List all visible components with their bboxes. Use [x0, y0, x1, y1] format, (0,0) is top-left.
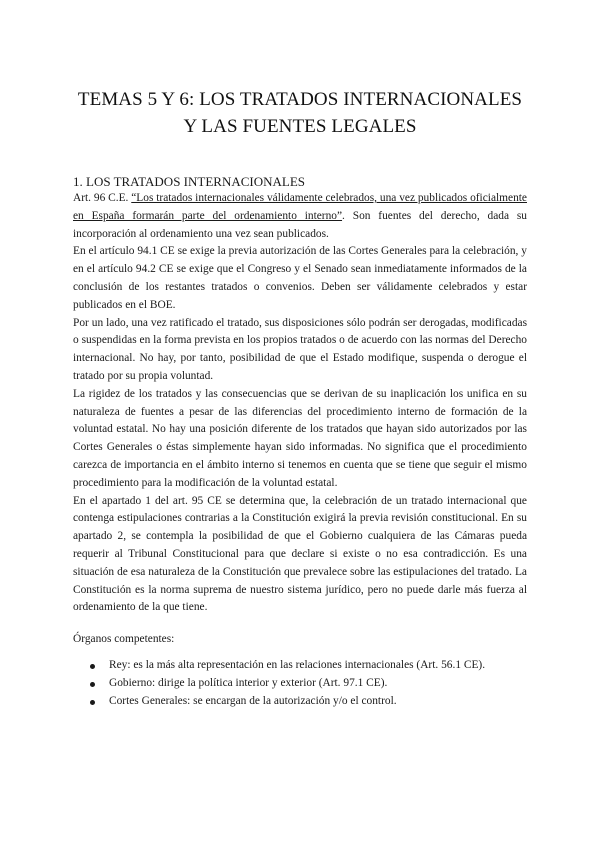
bullet-icon [90, 682, 95, 687]
bullet-icon [90, 664, 95, 669]
paragraph-rigidez: La rigidez de los tratados y las consecuencias que se derivan de su inaplicación los unifica en su naturaleza de fuentes a pesar de las diferencias del procedimiento interno de formación de la voluntad estatal. No hay una posición diferente de los tratados que hayan sido autorizados por las Cortes Generales o éstas simplemente hayan sido informadas. No significa que el procedimiento carezca de importancia en el ámbito interno si tenemos en cuenta que se tiene que seguir el mismo procedimiento para la modificación de la voluntad estatal. [73, 387, 527, 489]
paragraph-tail: . Son fuentes del derecho, dada su incorporación al ordenamiento una vez sean publicados. [73, 209, 527, 240]
paragraph-art-96 [73, 190, 527, 243]
bullet-icon [90, 700, 95, 705]
list-item-text: Rey: es la más alta representación en las relaciones internacionales (Art. 56.1 CE). [109, 658, 486, 671]
paragraph-art-95: En el apartado 1 del art. 95 CE se determina que, la celebración de un tratado internacional que contenga estipulaciones contrarias a la Constitución exigirá la previa revisión constitucional. En su apartado 2, se contempla la posibilidad de que el Gobierno cualquiera de las Cámaras pueda requerir al Tribunal Constitucional para que declare si existe o no esa contradicción. Es una situación de esa naturaleza de la Constitución que prevalece sobre las estipulaciones del tratado. La Constitución es la norma suprema de nuestro sistema jurídico, pero no puede darle más fuerza al ordenamiento de la que tiene. [73, 494, 527, 614]
paragraph-lead: Art. 96 C.E. [73, 192, 132, 204]
paragraph-art-94: En el artículo 94.1 CE se exige la previa autorización de las Cortes Generales para la celebración, y en el artículo 94.2 CE se exige que el Congreso y el Senado sean inmediatamente informados de la conclusión de los restantes tratados o convenios. Deben ser válidamente celebrados y estar publicados en el BOE. [73, 245, 527, 311]
list-item [90, 675, 527, 693]
list-item [90, 693, 527, 711]
section-heading: 1. LOS TRATADOS INTERNACIONALES [73, 174, 306, 189]
organos-list [73, 657, 527, 710]
document-title: TEMAS 5 Y 6: LOS TRATADOS INTERNACIONALES Y LAS FUENTES LEGALES [77, 89, 523, 137]
article-quote: “Los tratados internacionales válidamente celebrados, una vez publicados oficialmente en España formarán parte del ordenamiento interno” [73, 192, 527, 222]
list-item-text: Gobierno: dirige la política interior y exterior (Art. 97.1 CE). [109, 676, 388, 689]
list-item-text: Cortes Generales: se encargan de la autorización y/o el control. [109, 694, 397, 707]
organos-label: Órganos competentes: [73, 633, 175, 646]
list-item [90, 657, 527, 675]
paragraph-ratificacion: Por un lado, una vez ratificado el tratado, sus disposiciones sólo podrán ser derogadas, modificadas o suspendidas en la forma prevista en los propios tratados o de acuerdo con las normas del Derecho internacional. No hay, por tanto, posibilidad de que el Estado modifique, suspenda o derogue el tratado por su propia voluntad. [73, 316, 527, 382]
